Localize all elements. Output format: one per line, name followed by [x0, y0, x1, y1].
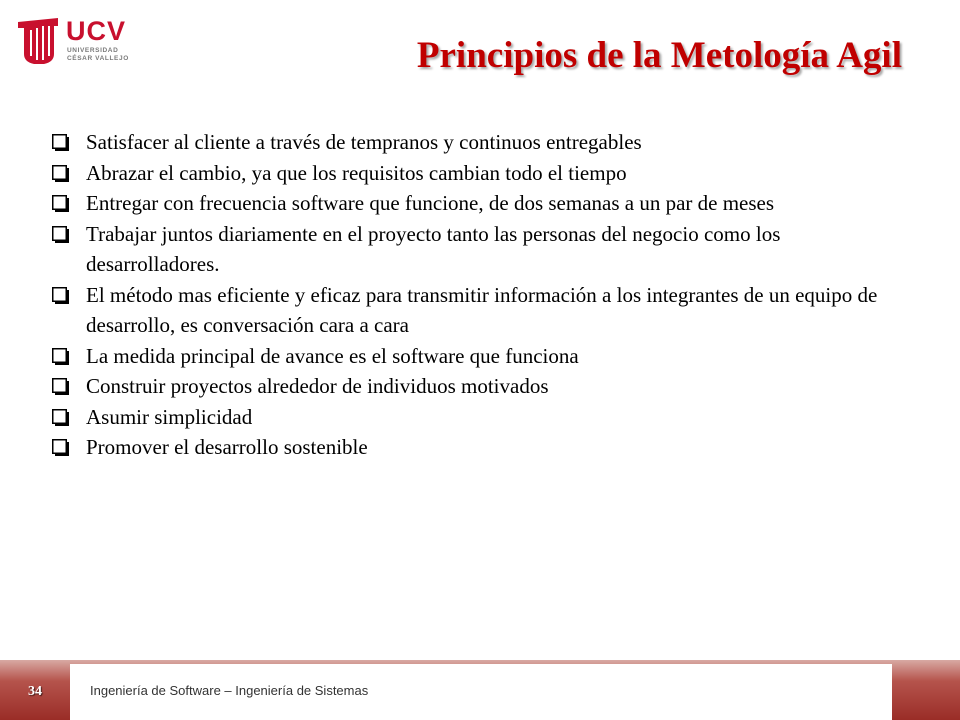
bullet-text: Satisfacer al cliente a través de tempranos y continuos entregables: [86, 130, 642, 154]
bullet-item: [52, 432, 912, 463]
hollow-square-bullet-icon: [52, 409, 69, 426]
bullet-text: Asumir simplicidad: [86, 404, 253, 429]
bullet-item: [52, 371, 912, 402]
slide-title: Principios de la Metología Agil: [416, 35, 902, 76]
hollow-square-bullet-icon: [52, 165, 69, 182]
logo-subtitle-line1: UNIVERSIDAD: [67, 47, 119, 54]
hollow-square-bullet-icon: [52, 439, 69, 456]
bullet-text: El método mas eficiente y eficaz para transmitir información a los integrantes de un equipo de desarrollo, es conversación cara a cara: [86, 282, 878, 337]
logo-name: UCV: [66, 16, 127, 46]
bullet-text: Entregar con frecuencia software que funcione, de dos semanas a un par de meses: [86, 191, 775, 215]
bullet-list: [52, 127, 912, 463]
hollow-square-bullet-icon: [52, 348, 69, 365]
bullet-item: [52, 127, 912, 158]
bullet-text: Construir proyectos alrededor de individuos motivados: [86, 374, 549, 398]
bullet-item: [52, 341, 912, 372]
bullet-text: Abrazar el cambio, ya que los requisitos cambian todo el tiempo: [86, 160, 627, 185]
logo-subtitle-line2: CÉSAR VALLEJO: [67, 55, 129, 62]
page-number: 34: [28, 684, 42, 699]
bullet-item: [52, 280, 912, 341]
university-logo: [14, 16, 144, 68]
bullet-item: [52, 188, 912, 219]
hollow-square-bullet-icon: [52, 378, 69, 395]
bullet-item: [52, 402, 912, 433]
hollow-square-bullet-icon: [52, 226, 69, 243]
bullet-text: Promover el desarrollo sostenible: [86, 435, 368, 459]
ucv-logo-icon: [14, 16, 64, 66]
hollow-square-bullet-icon: [52, 134, 69, 151]
hollow-square-bullet-icon: [52, 195, 69, 212]
footer-text: Ingeniería de Software – Ingeniería de Sistemas: [90, 683, 369, 698]
bullet-item: [52, 158, 912, 189]
hollow-square-bullet-icon: [52, 287, 69, 304]
bullet-text: La medida principal de avance es el software que funciona: [86, 343, 579, 368]
bullet-item: [52, 219, 912, 280]
bullet-text: Trabajar juntos diariamente en el proyecto tanto las personas del negocio como los desarrolladores.: [86, 221, 781, 276]
